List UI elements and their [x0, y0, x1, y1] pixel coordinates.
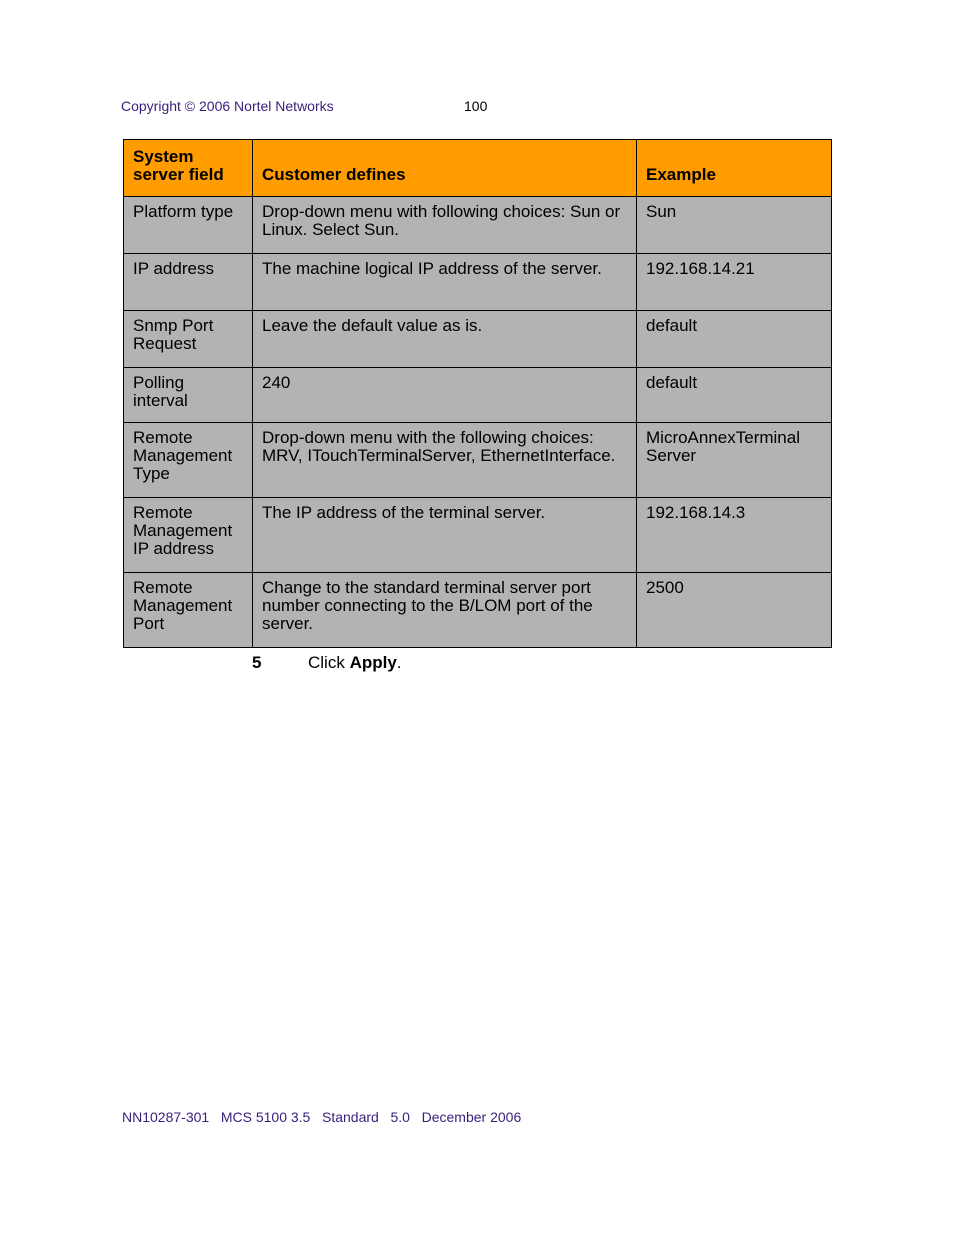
- cell-field: Remote Management Type: [124, 423, 253, 498]
- cell-defines: Leave the default value as is.: [253, 311, 637, 368]
- cell-field: Platform type: [124, 197, 253, 254]
- fields-table: [123, 139, 832, 648]
- cell-defines: Drop-down menu with the following choices: MRV, ITouchTerminalServer, EthernetInterface.: [253, 423, 637, 498]
- step-text: Click: [308, 653, 350, 672]
- table-header-row: [124, 140, 832, 197]
- cell-field: Polling interval: [124, 368, 253, 423]
- document-footer: NN10287-301 MCS 5100 3.5 Standard 5.0 December 2006: [122, 1109, 522, 1125]
- table-row: [124, 368, 832, 423]
- cell-field: Snmp Port Request: [124, 311, 253, 368]
- cell-example: MicroAnnexTerminal Server: [637, 423, 832, 498]
- table-row: [124, 498, 832, 573]
- cell-defines: Change to the standard terminal server port number connecting to the B/LOM port of the server.: [253, 573, 637, 648]
- step-apply-label: Apply: [349, 653, 397, 672]
- header-copyright: Copyright © 2006 Nortel Networks: [121, 98, 334, 114]
- column-header-defines: Customer defines: [253, 140, 637, 197]
- step-number: 5: [252, 653, 262, 672]
- cell-example: 192.168.14.21: [637, 254, 832, 311]
- system-server-table: [123, 139, 831, 648]
- cell-defines: Drop-down menu with following choices: Sun or Linux. Select Sun.: [253, 197, 637, 254]
- table-row: [124, 254, 832, 311]
- step-period: .: [396, 653, 402, 672]
- column-header-example: Example: [637, 140, 832, 197]
- table-row: [124, 311, 832, 368]
- cell-field: Remote Management IP address: [124, 498, 253, 573]
- cell-defines: 240: [253, 368, 637, 423]
- cell-field: IP address: [124, 254, 253, 311]
- table-row: [124, 197, 832, 254]
- cell-example: default: [637, 311, 832, 368]
- cell-example: Sun: [637, 197, 832, 254]
- column-header-field: System server field: [124, 140, 253, 197]
- table-row: [124, 423, 832, 498]
- procedure-step: [252, 653, 402, 673]
- cell-example: default: [637, 368, 832, 423]
- page-number: 100: [464, 98, 488, 114]
- cell-field: Remote Management Port: [124, 573, 253, 648]
- cell-defines: The machine logical IP address of the server.: [253, 254, 637, 311]
- cell-example: 2500: [637, 573, 832, 648]
- cell-defines: The IP address of the terminal server.: [253, 498, 637, 573]
- table-row: [124, 573, 832, 648]
- cell-example: 192.168.14.3: [637, 498, 832, 573]
